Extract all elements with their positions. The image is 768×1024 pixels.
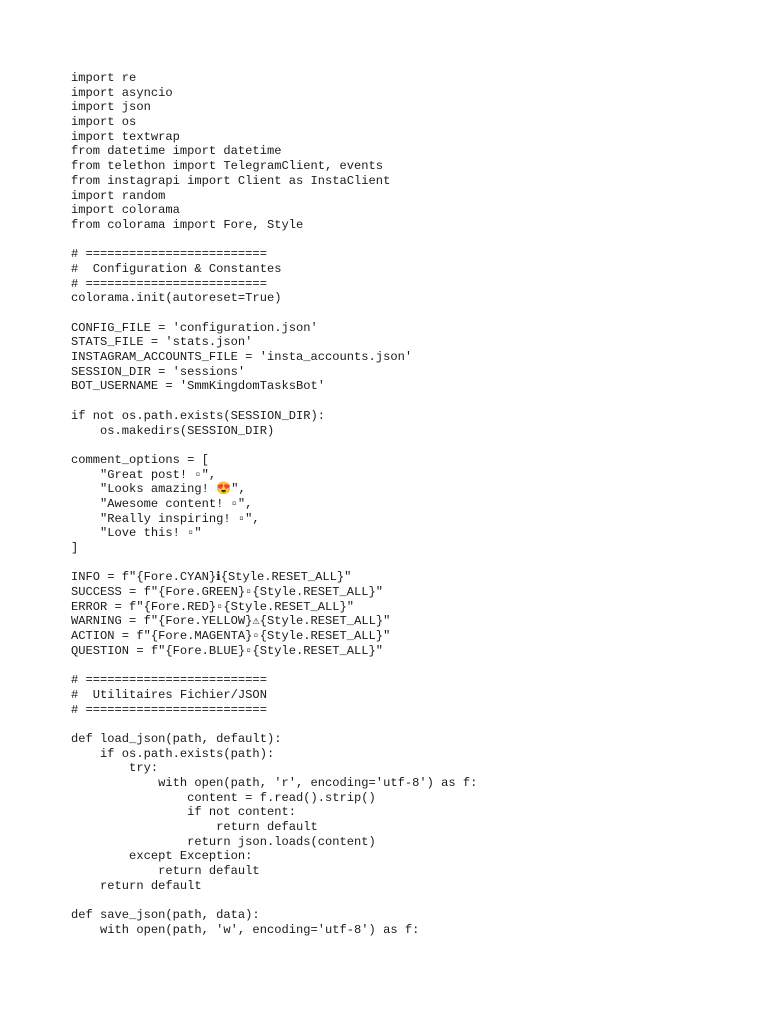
code-line (71, 556, 751, 571)
code-line: # Utilitaires Fichier/JSON (71, 687, 267, 702)
code-line: return default (71, 878, 202, 893)
code-line: def load_json(path, default): (71, 731, 282, 746)
code-line: # Configuration & Constantes (71, 261, 282, 276)
code-line: import asyncio (71, 85, 173, 100)
code-line: INSTAGRAM_ACCOUNTS_FILE = 'insta_accounts.json' (71, 350, 413, 365)
code-line: "Really inspiring! ▫", (71, 511, 260, 526)
code-line: INFO = f"{Fore.CYAN}ℹ{Style.RESET_ALL}" (71, 570, 352, 585)
code-line: from telethon import TelegramClient, events (71, 159, 384, 174)
code-line: from instagrapi import Client as InstaClient (71, 173, 391, 188)
code-line: STATS_FILE = 'stats.json' (71, 335, 253, 350)
code-line: from colorama import Fore, Style (71, 217, 304, 232)
code-line (71, 438, 751, 453)
code-line: # ========================= (71, 673, 267, 688)
code-line: "Great post! ▫", (71, 467, 217, 482)
code-line: BOT_USERNAME = 'SmmKingdomTasksBot' (71, 379, 326, 394)
code-line: "Love this! ▫" (71, 526, 202, 541)
code-line: if not content: (71, 805, 296, 820)
code-line (71, 233, 751, 248)
code-line (71, 717, 751, 732)
code-line: return default (71, 864, 260, 879)
code-line: def save_json(path, data): (71, 908, 260, 923)
code-line: ACTION = f"{Fore.MAGENTA}▫{Style.RESET_ALL}" (71, 629, 391, 644)
code-line: ] (71, 541, 79, 555)
code-line: WARNING = f"{Fore.YELLOW}⚠{Style.RESET_ALL}" (71, 614, 391, 629)
code-line (71, 394, 751, 409)
code-line: with open(path, 'r', encoding='utf-8') as f: (71, 776, 478, 790)
code-line: comment_options = [ (71, 452, 209, 467)
code-line: SUCCESS = f"{Fore.GREEN}▫{Style.RESET_ALL}" (71, 585, 384, 600)
code-line: content = f.read().strip() (71, 790, 376, 805)
code-line: # ========================= (71, 247, 267, 262)
code-line: try: (71, 761, 159, 776)
code-line: with open(path, 'w', encoding='utf-8') as f: (71, 922, 420, 937)
code-line: colorama.init(autoreset=True) (71, 291, 282, 306)
code-line: # ========================= (71, 702, 267, 717)
code-line: except Exception: (71, 849, 253, 864)
code-line: import os (71, 115, 137, 130)
code-line: return default (71, 820, 318, 835)
code-block (71, 71, 751, 938)
code-line: import colorama (71, 203, 180, 218)
code-line: import textwrap (71, 129, 180, 144)
code-line: return json.loads(content) (71, 834, 376, 849)
code-line: "Looks amazing! 😍", (71, 482, 246, 497)
code-line: ERROR = f"{Fore.RED}▫{Style.RESET_ALL}" (71, 599, 355, 614)
code-line: import json (71, 100, 151, 115)
code-line: os.makedirs(SESSION_DIR) (71, 423, 275, 438)
code-line: import re (71, 71, 137, 85)
code-line (71, 894, 751, 909)
code-line: from datetime import datetime (71, 144, 282, 159)
code-line (71, 306, 751, 321)
code-line (71, 659, 751, 674)
code-line: SESSION_DIR = 'sessions' (71, 364, 246, 379)
code-line: "Awesome content! ▫", (71, 496, 253, 511)
code-line: if os.path.exists(path): (71, 746, 275, 761)
code-line: CONFIG_FILE = 'configuration.json' (71, 320, 318, 335)
code-line: if not os.path.exists(SESSION_DIR): (71, 408, 326, 423)
code-line: # ========================= (71, 276, 267, 291)
code-line: QUESTION = f"{Fore.BLUE}▫{Style.RESET_ALL}" (71, 643, 384, 658)
code-line: import random (71, 188, 166, 203)
